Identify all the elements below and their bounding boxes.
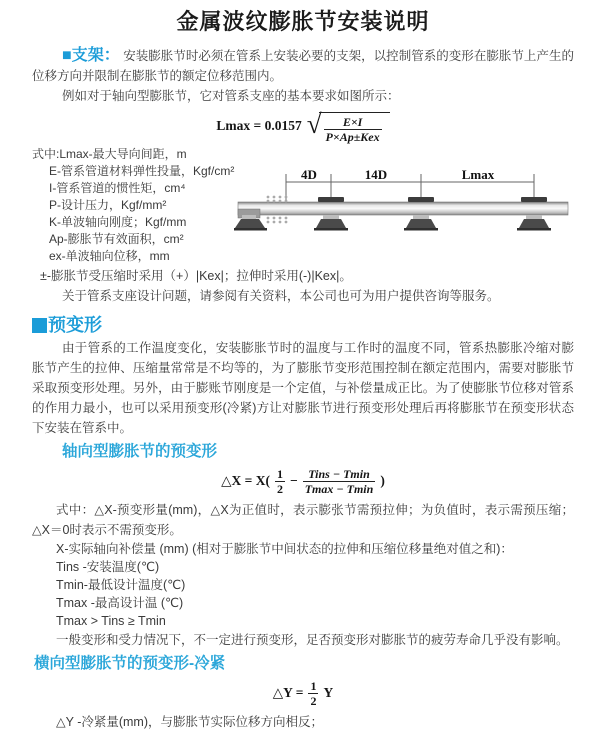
axial-definition-item: Tmax -最高设计温 (℃): [56, 596, 184, 610]
axial-formula-suffix: ): [380, 473, 385, 488]
half-fraction: [275, 467, 285, 496]
dimension-labels: [301, 167, 495, 182]
support-intro-text: 安装膨胀节时必须在管系上安装必要的支架，以控制管系的变形在膨胀节上产生的位移方向并限制在膨胀节的额定位移范围内。: [32, 49, 574, 83]
temperature-fraction: [303, 467, 376, 496]
sqrt-radical: [307, 109, 390, 144]
fraction-numerator: E×I: [342, 114, 363, 129]
lateral-formula: [32, 676, 574, 710]
plusminus-note: ±-膨胀节受压缩时采用（+）|Kex|；拉伸时采用(-)|Kex|。: [40, 269, 352, 283]
predeform-heading-label: 预变形: [48, 315, 102, 335]
support-example-text: 例如对于轴向型膨胀节，它对管系支座的基本要求如图所示：: [62, 89, 400, 103]
dim-label-14d: 14D: [365, 167, 388, 182]
half-fraction: [308, 679, 318, 708]
axial-definition-item: X-实际轴向补偿量 (mm) (相对于膨胀节中间状态的拉伸和压缩位移量绝对值之和)：: [56, 542, 513, 556]
lmax-formula-prefix: Lmax = 0.0157: [216, 118, 302, 133]
definition-item: P-设计压力，Kgf/mm²: [49, 198, 167, 212]
pipe-support-diagram: [234, 166, 574, 266]
fraction-denominator: P×Ap±Kex: [325, 129, 380, 144]
axial-formula-prefix: △X = X(: [221, 473, 270, 488]
axial-definition-item: Tmax > Tins ≥ Tmin: [56, 614, 166, 628]
axial-explain-text: 式中：△X-预变形量(mm)，△X为正值时，表示膨张节需预拉伸；为负值时，表示需预压缩；△X＝0时表示不需预变形。: [32, 503, 574, 537]
axial-formula: [32, 464, 574, 498]
lateral-formula-suffix: Y: [323, 685, 334, 700]
fraction-denominator: Tmax − Tmin: [304, 481, 374, 496]
support-section-heading: ■支架：: [62, 47, 120, 64]
fraction-numerator: Tins − Tmin: [308, 466, 370, 481]
predeform-paragraph: 由于管系的工作温度变化，安装膨胀节时的温度与工作时的温度不同，管系热膨胀冷缩对膨胀节产生的拉伸、压缩量常常是不均等的，为了膨胀节变形范围控制在额定范围内，需要对膨胀节采取预变形处理。另外，由于膨账节刚度是一个定值，与补偿量成正比。为了使膨胀节位移对管系的作用力最小，也可以采用预变形(冷紧)方让对膨胀节进行预变形处理后再将膨胀节在预变形状态下安装在管系中。: [32, 341, 574, 435]
page-title: 金属波纹膨胀节安装说明: [176, 9, 430, 34]
axial-section-heading: 轴向型膨胀节的预变形: [62, 443, 218, 460]
pipe: [238, 202, 568, 215]
definition-item: I-管系管道的惯性矩，cm⁴: [49, 181, 186, 195]
definition-item: Ap-膨胀节有效面积，cm²: [49, 232, 184, 246]
predeform-section-heading: [32, 314, 574, 336]
definition-item: 式中:Lmax-最大导向间距，m: [32, 147, 187, 161]
fraction-denominator: 2: [310, 693, 317, 708]
axial-definition-item: Tins -安装温度(℃): [56, 560, 160, 574]
fraction-numerator: 1: [277, 466, 283, 481]
formula-definitions-list: [32, 146, 234, 265]
lmax-fraction: [324, 115, 382, 144]
sqrt-icon: √: [306, 108, 322, 139]
lateral-note-text: △Y -冷紧量(mm)，与膨胀节实际位移方向相反；: [56, 715, 324, 729]
support-intro-paragraph: [32, 46, 574, 86]
lmax-formula: [32, 108, 574, 144]
axial-definition-item: Tmin-最低设计温度(℃): [56, 578, 186, 592]
lateral-section-heading: 横向型膨胀节的预变形-冷紧: [34, 655, 226, 672]
lateral-formula-prefix: △Y =: [272, 685, 304, 700]
axial-note-text: 一般变形和受力情况下，不一定进行预变形，足否预变形对膨胀节的疲劳寿命几乎没有影响。: [56, 633, 569, 647]
fraction-denominator: 2: [277, 481, 283, 496]
minus-operator: −: [290, 473, 298, 488]
definition-item: K-单波轴向刚度；Kgf/mm: [49, 215, 187, 229]
definitions-and-diagram: [32, 146, 574, 266]
axial-definitions-list: [32, 540, 574, 630]
sqrt-content: [319, 112, 390, 144]
diagram-wrapper: [234, 146, 574, 266]
definition-item: E-管系管道材料弹性投量，Kgf/cm²: [49, 164, 235, 178]
section-marker-icon: [32, 318, 47, 333]
definition-item: ex-单波轴向位移，mm: [49, 249, 170, 263]
dim-label-4d: 4D: [301, 167, 318, 182]
fraction-numerator: 1: [310, 678, 317, 693]
dim-label-lmax: Lmax: [462, 167, 495, 182]
service-note: 关于管系支座设计问题，请参阅有关资料，本公司也可为用户提供咨询等服务。: [62, 289, 500, 303]
